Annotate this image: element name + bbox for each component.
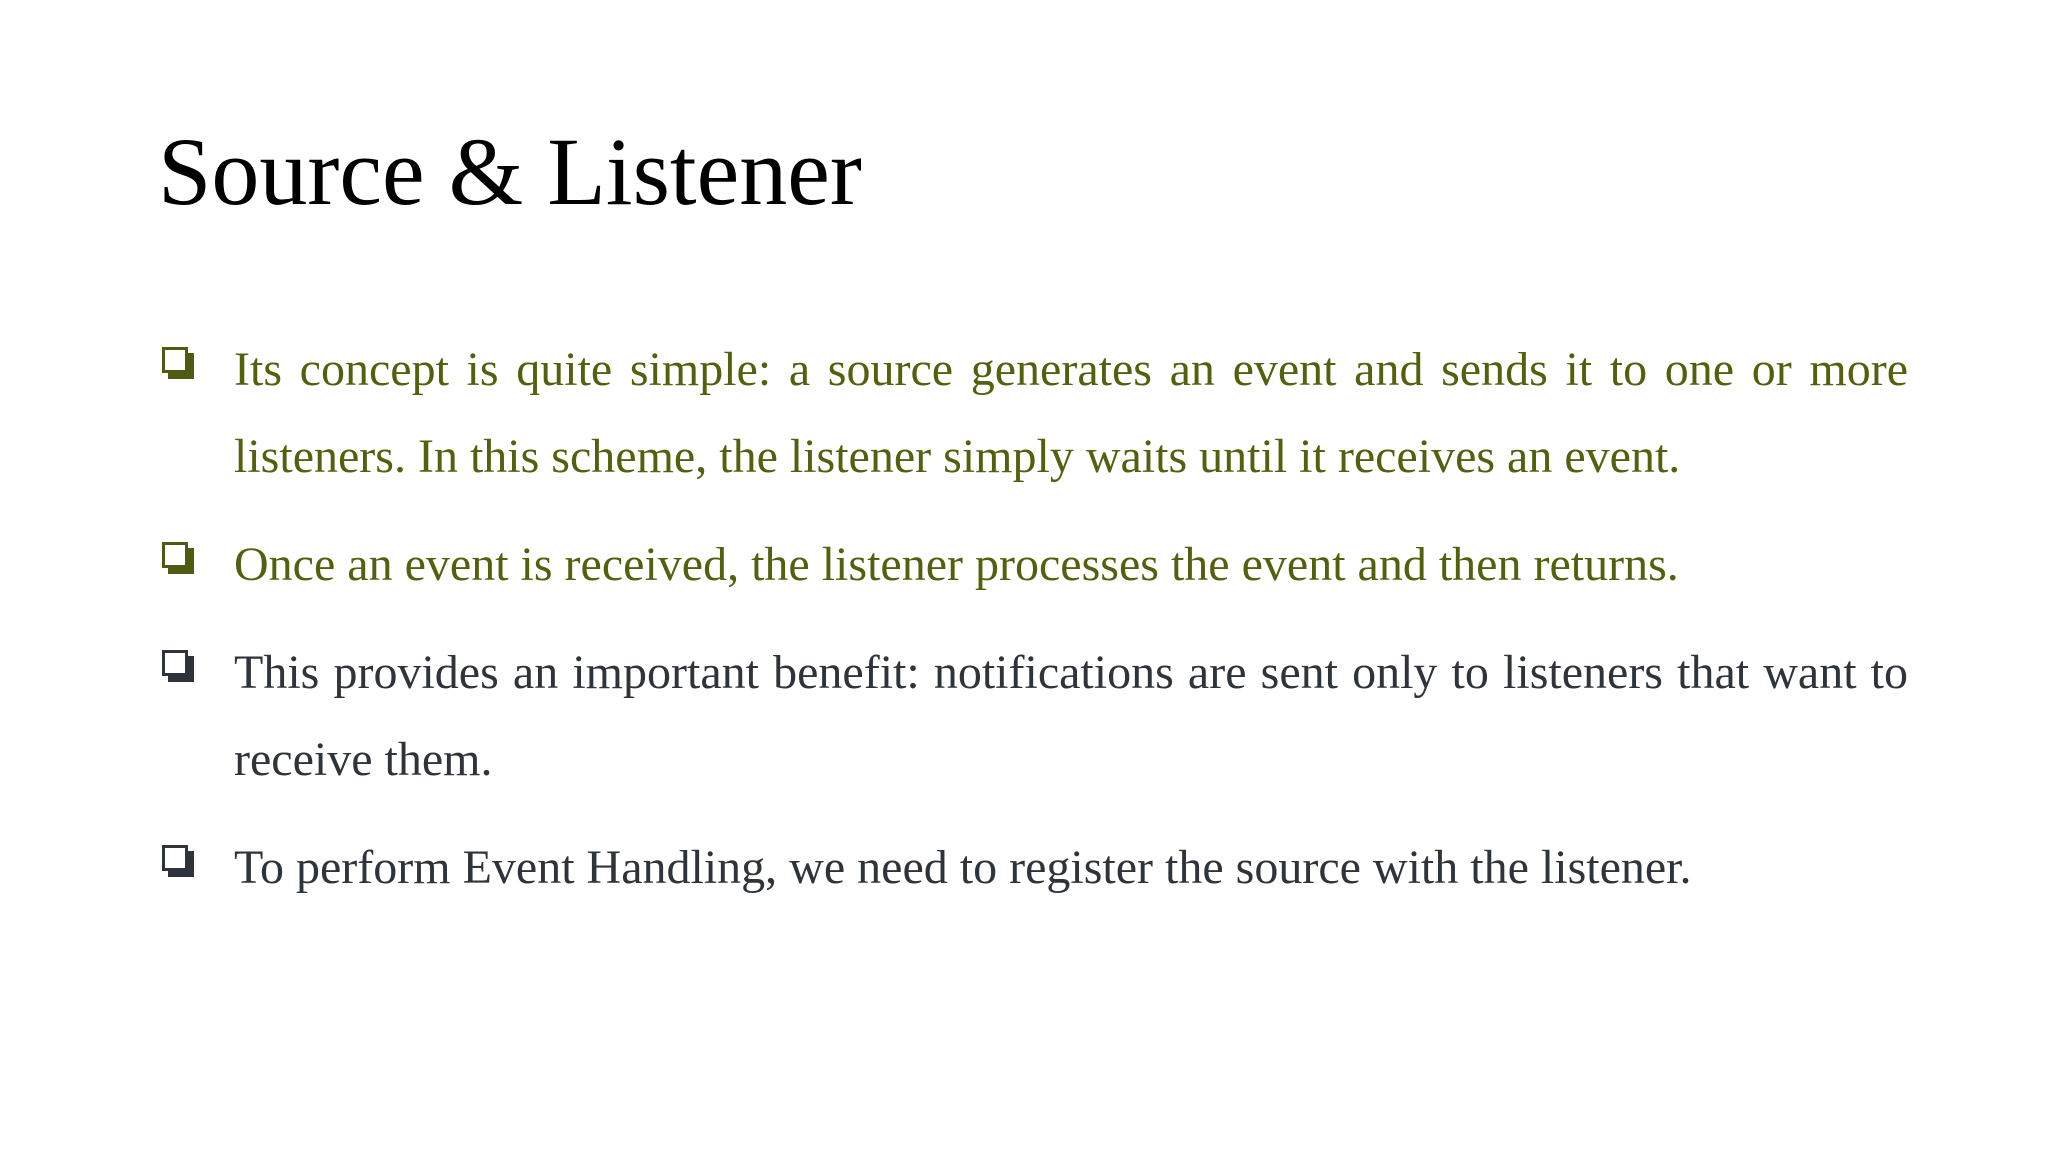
bullet-item-concept: [158, 326, 1908, 500]
bullet-list: [158, 326, 1908, 932]
bullet-text: Once an event is received, the listener processes the event and then returns.: [234, 538, 1679, 591]
slide-title: Source & Listener: [158, 118, 862, 225]
checkbox-square-icon: [162, 650, 194, 682]
checkbox-square-icon: [162, 845, 194, 877]
bullet-item-benefit: [158, 629, 1908, 803]
checkbox-square-icon: [162, 347, 194, 379]
checkbox-square-icon: [162, 542, 194, 574]
bullet-item-event-received: [158, 521, 1908, 608]
bullet-text: This provides an important benefit: notifications are sent only to listeners that want to receive them.: [234, 646, 1908, 786]
bullet-item-register: [158, 824, 1908, 911]
bullet-text: To perform Event Handling, we need to register the source with the listener.: [234, 841, 1692, 894]
bullet-text: Its concept is quite simple: a source generates an event and sends it to one or more listeners. In this scheme, the listener simply waits until it receives an event.: [234, 343, 1908, 483]
